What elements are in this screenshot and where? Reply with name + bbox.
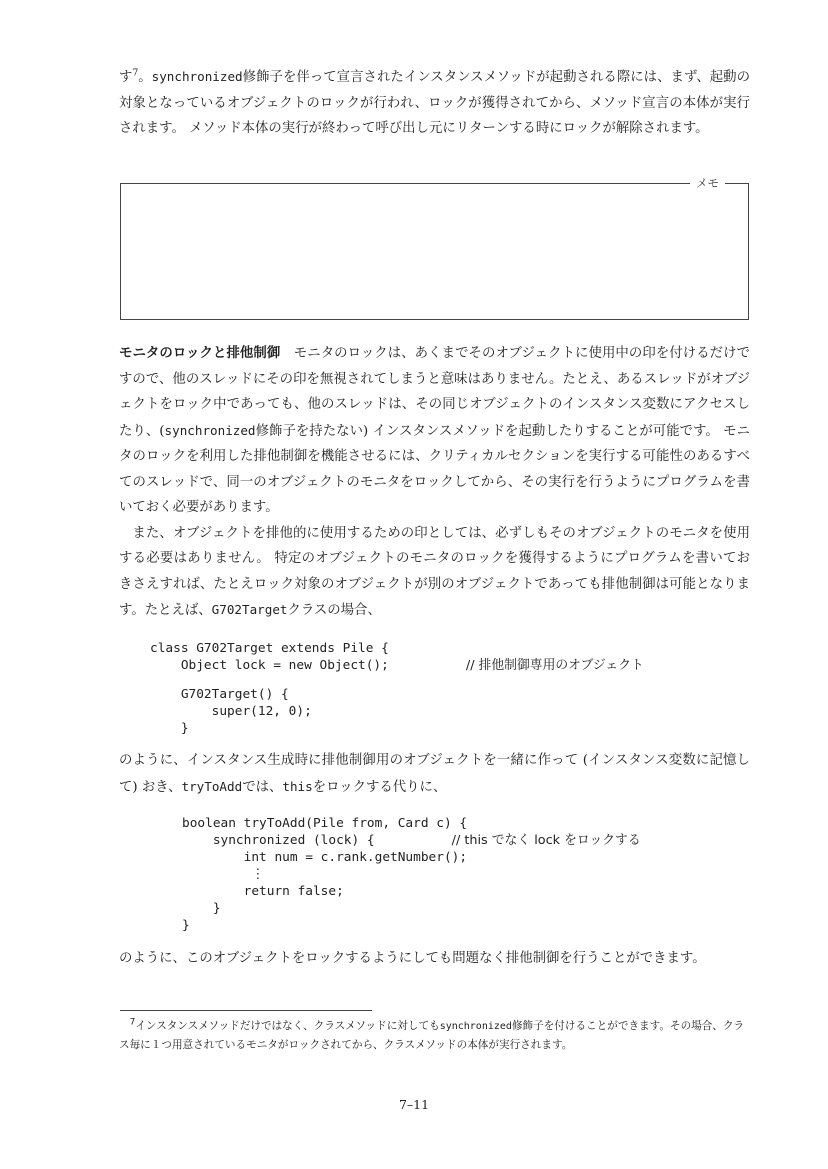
code-line: }: [182, 901, 221, 916]
code-text: synchronized (lock) {: [182, 833, 452, 848]
keyword: synchronized: [439, 1021, 512, 1032]
footnote-number: 7: [129, 1017, 136, 1028]
text: 修飾子を持たない) インスタンスメソッドを起動したりすることが可能です。 モニタのロックを利用した排他制御を機能させるには、クリティカルセクションを実行する可能性のあるすべてのスレッドで、同一のオブジェクトのモニタをロックしてから、その実行を行うようにプログラムを書いておく必要があります。: [119, 423, 750, 515]
page-number: 7–11: [398, 1097, 430, 1112]
code-line: class G702Target extends Pile {: [150, 641, 389, 656]
footnote-ref: 7: [132, 68, 139, 79]
code-text: Object lock = new Object();: [150, 658, 466, 673]
memo-label: メモ: [690, 175, 725, 191]
keyword: synchronized: [164, 422, 256, 438]
code-block-trytoadd: [182, 815, 641, 934]
footnote: [119, 1017, 750, 1055]
code-line: return false;: [182, 884, 344, 899]
code-line: super(12, 0);: [150, 704, 312, 719]
text: 修飾子を伴って宣言されたインスタンスメソッドが起動される際には、まず、起動の対象となっているオブジェクトのロックが行われ、ロックが獲得されてから、メソッド宣言の本体が実行されます。 メソッド本体の実行が終わって呼び出し元にリターンする時にロックが解除されます。: [119, 70, 750, 136]
code-block-g702target: [150, 640, 644, 737]
text: のように、このオブジェクトをロックするようにしても問題なく排他制御を行うことができます。: [119, 951, 706, 966]
code-line: [150, 657, 644, 674]
code-line: G702Target() {: [150, 687, 289, 702]
paragraph-monitor-lock: [119, 341, 750, 624]
code-line: }: [150, 721, 189, 736]
code-comment: // this でなく lock をロックする: [451, 833, 641, 848]
text: モニタのロックは、あくまでそのオブジェクトに使用中の印を付けるだけですので、他のスレッドにその印を無視されてしまうと意味はありません。たとえ、あるスレッドがオブジェクトをロック中であっても、他のスレッドは、その同じオブジェクトのインスタンス変数にアクセスしたり、(: [119, 346, 751, 439]
text: インスタンスメソッドだけではなく、クラスメソッドに対しても: [135, 1020, 440, 1032]
code-line: int num = c.rank.getNumber();: [182, 850, 468, 865]
keyword: tryToAdd: [181, 778, 243, 794]
keyword: this: [282, 778, 313, 794]
text: をロックする代りに、: [312, 779, 447, 795]
text: 。: [138, 70, 152, 85]
text: のように、インスタンス生成時に排他制御用のオブジェクトを一緒に作って (インスタンス変数に記憶して) おき、: [119, 753, 750, 795]
text: では、: [242, 779, 283, 795]
text: また、オブジェクトを排他的に使用するための印としては、必ずしもそのオブジェクトのモニタを使用する必要はありません。 特定のオブジェクトのモニタのロックを獲得するようにプログラムを書いておきさえすれば、たとえロック対象のオブジェクトが別のオブジェクトであっても排他制御は可能となります。たとえば、: [119, 525, 750, 618]
paragraph-synchronized-method: [119, 64, 750, 142]
code-comment: // 排他制御専用のオブジェクト: [465, 658, 644, 673]
text: す: [119, 70, 133, 85]
section-heading: モニタのロックと排他制御: [119, 346, 281, 361]
code-line: [182, 832, 641, 849]
memo-box: [120, 183, 749, 320]
text: クラスの場合、: [287, 603, 381, 618]
keyword: synchronized: [151, 69, 243, 84]
text: 修飾子を付けることができます。その場合、クラス毎に１つ用意されているモニタがロックされてから、クラスメソッドの本体が実行されます。: [119, 1020, 745, 1051]
keyword: G702Target: [211, 602, 288, 617]
code-line: }: [182, 918, 190, 933]
footnote-rule: [120, 1010, 372, 1011]
paragraph-lock-object: [119, 748, 750, 800]
paragraph-conclusion: [119, 946, 750, 972]
code-line: boolean tryToAdd(Pile from, Card c) {: [182, 816, 468, 831]
code-ellipsis: ⋮: [182, 867, 265, 882]
